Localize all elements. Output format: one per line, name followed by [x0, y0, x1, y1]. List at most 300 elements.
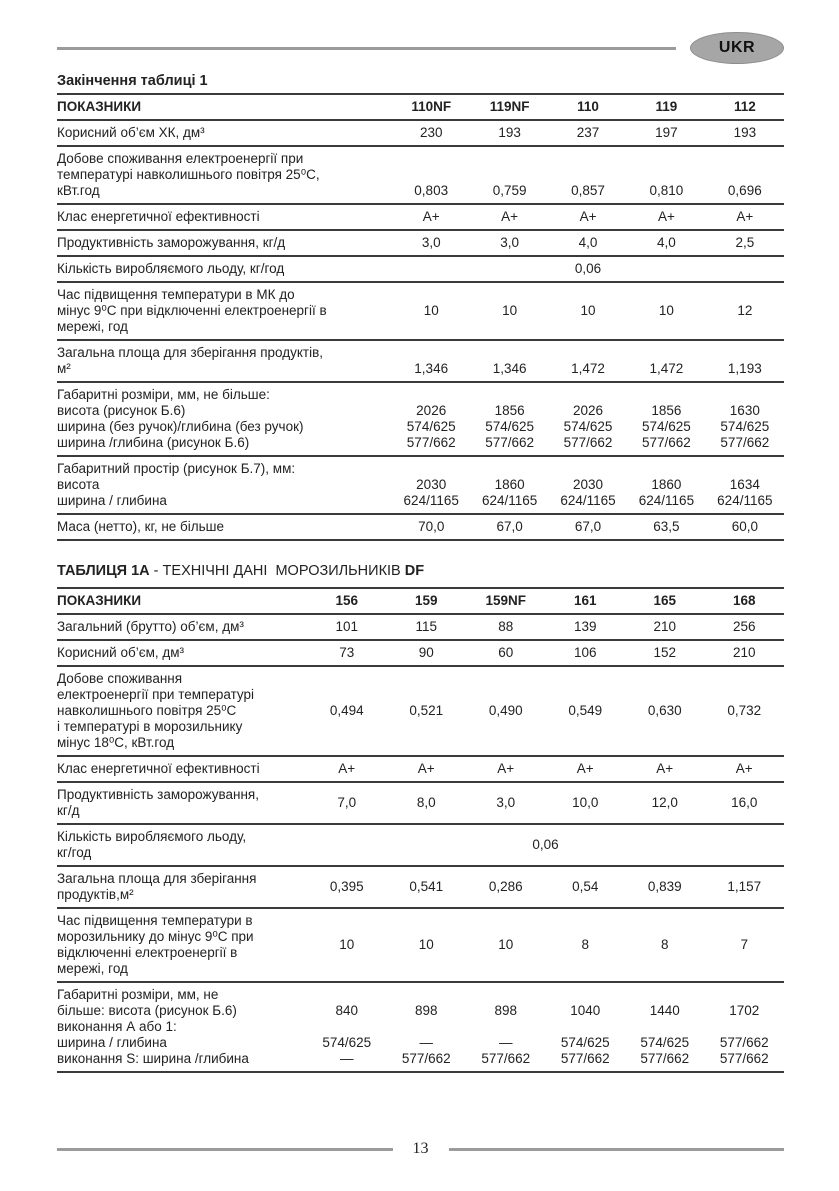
- text-line: Кількість виробляємого льоду, кг/год: [57, 261, 285, 276]
- text-line: мінус 18⁰С, кВт.год: [57, 735, 175, 750]
- value-cell: [470, 387, 548, 451]
- text-line: 110NF: [411, 99, 452, 114]
- text-line: 10: [498, 937, 514, 952]
- text-line: 624/1165: [481, 493, 538, 508]
- row-label: [57, 913, 307, 977]
- text-line: 159NF: [485, 593, 527, 608]
- value-cell: [706, 209, 784, 225]
- value-cell: [546, 987, 626, 1067]
- text-line: [466, 1019, 546, 1035]
- text-line: 577/662: [642, 435, 691, 450]
- text-line: 0,810: [649, 183, 684, 198]
- row-label: [57, 287, 392, 335]
- table-row: [57, 515, 784, 541]
- text-line: мінус 9⁰С при відключенні електроенергії в: [57, 303, 327, 318]
- text-line: [549, 151, 627, 167]
- value-cell: [706, 125, 784, 141]
- value-cell: [705, 795, 785, 811]
- value-cell: [307, 761, 387, 777]
- value-cell: [392, 235, 470, 251]
- text-line: [625, 987, 705, 1003]
- text-line: 1,193: [727, 361, 762, 376]
- value-cell: [705, 879, 785, 895]
- text-line: 0,630: [647, 703, 682, 718]
- text-line: 10: [658, 303, 674, 318]
- text-line: електроенергії при температурі: [57, 687, 255, 702]
- text-line: Маса (нетто), кг, не більше: [57, 519, 225, 534]
- text-line: [627, 167, 705, 183]
- text-line: 106: [573, 645, 597, 660]
- text-line: Габаритні розміри, мм, не: [57, 987, 219, 1002]
- text-line: [307, 987, 387, 1003]
- text-line: A+: [657, 209, 675, 224]
- text-line: [470, 461, 548, 477]
- table-row: [57, 825, 784, 867]
- value-cell: [392, 303, 470, 319]
- text-line: [706, 461, 784, 477]
- value-cell: [627, 387, 705, 451]
- text-line: 110: [577, 99, 599, 114]
- text-line: 574/625: [640, 1035, 690, 1050]
- text-line: 624/1165: [717, 493, 773, 508]
- text-line: 0,732: [727, 703, 762, 718]
- value-cell: [625, 879, 705, 895]
- table-row: [57, 983, 784, 1073]
- text-line: 1856: [494, 403, 525, 418]
- text-line: Загальний (брутто) об’єм, дм³: [57, 619, 244, 634]
- text-line: Корисний об’єм, дм³: [57, 645, 185, 660]
- text-line: 574/625: [485, 419, 535, 434]
- header-label: [57, 99, 392, 115]
- text-line: [549, 387, 627, 403]
- value-cell: [706, 235, 784, 251]
- text-line: 1702: [729, 1003, 760, 1018]
- value-cell: [549, 209, 627, 225]
- text-line: 10: [423, 303, 439, 318]
- text-line: [705, 987, 785, 1003]
- text-line: [625, 1019, 705, 1035]
- value-cell: [549, 387, 627, 451]
- header-label: [57, 593, 307, 609]
- text-line: 7: [740, 937, 748, 952]
- value-cell: [625, 795, 705, 811]
- text-line: A+: [576, 761, 594, 776]
- value-cell: [625, 761, 705, 777]
- text-line: 898: [494, 1003, 518, 1018]
- value-cell: [625, 937, 705, 953]
- table1a-title-model: DF: [404, 563, 425, 579]
- text-line: 60: [498, 645, 514, 660]
- value-cell: [387, 703, 467, 719]
- value-cell: [470, 151, 548, 199]
- value-cell: [705, 645, 785, 661]
- text-line: відключенні електроенергії в: [57, 945, 238, 960]
- row-label: [57, 619, 307, 635]
- value-cell: [625, 987, 705, 1067]
- table-row: [57, 121, 784, 147]
- text-line: Час підвищення температури в: [57, 913, 253, 928]
- value-cell: [627, 303, 705, 319]
- table1a-title: [57, 563, 784, 579]
- value-cell: [705, 937, 785, 953]
- text-line: 90: [418, 645, 434, 660]
- value-cell: [307, 645, 387, 661]
- row-label: [57, 645, 307, 661]
- text-line: 8: [660, 937, 669, 952]
- text-line: 577/662: [720, 435, 770, 450]
- value-cell: [625, 645, 705, 661]
- text-line: ширина / глибина: [57, 493, 167, 508]
- header-column: [387, 593, 467, 609]
- page-content: [57, 0, 784, 1073]
- table-header-row: [57, 95, 784, 121]
- text-line: 1,472: [649, 361, 684, 376]
- text-line: температурі навколишнього повітря 25⁰С,: [57, 167, 320, 182]
- value-cell: [546, 761, 626, 777]
- value-cell: [466, 619, 546, 635]
- text-line: [549, 461, 627, 477]
- text-line: A+: [735, 761, 753, 776]
- text-line: 2030: [572, 477, 604, 492]
- value-cell: [705, 619, 785, 635]
- table-row: [57, 909, 784, 983]
- row-label: [57, 519, 392, 535]
- text-line: [627, 461, 705, 477]
- text-line: [706, 167, 784, 183]
- value-cell: [387, 645, 467, 661]
- value-cell: [627, 345, 705, 377]
- text-line: 165: [653, 593, 677, 608]
- text-line: 624/1165: [638, 493, 695, 508]
- value-cell: [387, 937, 467, 953]
- table-1a-freezers-df: [57, 587, 784, 1073]
- value-cell: [627, 125, 705, 141]
- text-line: 0,521: [409, 703, 444, 718]
- value-cell: [705, 703, 785, 719]
- text-line: [470, 345, 548, 361]
- table-row: [57, 231, 784, 257]
- value-cell: [392, 151, 470, 199]
- value-cell: [470, 125, 548, 141]
- text-line: ПОКАЗНИКИ: [57, 593, 142, 608]
- text-line: кг/д: [57, 803, 80, 818]
- text-line: 115: [415, 619, 438, 634]
- row-label: [57, 787, 307, 819]
- text-line: 256: [732, 619, 756, 634]
- text-line: 577/662: [401, 1051, 451, 1066]
- text-line: 0,696: [727, 183, 762, 198]
- table-1-continuation: [57, 93, 784, 541]
- language-badge-label: UKR: [718, 39, 756, 56]
- top-rule-divider: [57, 47, 676, 50]
- value-cell: [466, 761, 546, 777]
- value-cell: [470, 235, 548, 251]
- text-line: —: [340, 1051, 354, 1066]
- value-cell: [392, 125, 470, 141]
- value-cell: [392, 461, 470, 509]
- text-line: 10: [580, 303, 596, 318]
- row-label: [57, 461, 392, 509]
- row-label: [57, 387, 392, 451]
- text-line: 898: [414, 1003, 438, 1018]
- text-line: 237: [576, 125, 600, 140]
- text-line: 0,494: [329, 703, 364, 718]
- text-line: 159: [414, 593, 438, 608]
- value-cell: [627, 209, 705, 225]
- header-column: [625, 593, 705, 609]
- row-span-value: [307, 837, 784, 853]
- text-line: м²: [57, 361, 71, 376]
- text-line: Загальна площа для зберігання продуктів,: [57, 345, 324, 360]
- text-line: [705, 1019, 785, 1035]
- value-cell: [546, 645, 626, 661]
- text-line: 193: [498, 125, 521, 140]
- value-cell: [387, 795, 467, 811]
- row-label: [57, 345, 392, 377]
- text-line: 2,5: [735, 235, 755, 250]
- text-line: 73: [339, 645, 355, 660]
- value-cell: [549, 519, 627, 535]
- text-line: [387, 1019, 467, 1035]
- text-line: 0,803: [414, 183, 449, 198]
- text-line: Час підвищення температури в МК до: [57, 287, 295, 302]
- header-column: [705, 593, 785, 609]
- text-line: 577/662: [485, 435, 535, 450]
- table-row: [57, 283, 784, 341]
- text-line: 161: [573, 593, 597, 608]
- value-cell: [546, 937, 626, 953]
- text-line: 574/625: [642, 419, 691, 434]
- text-line: 1,346: [414, 361, 449, 376]
- value-cell: [470, 519, 548, 535]
- value-cell: [307, 937, 387, 953]
- table-row: [57, 783, 784, 825]
- text-line: 12: [737, 303, 753, 318]
- text-line: [470, 151, 548, 167]
- table-row: [57, 641, 784, 667]
- value-cell: [307, 619, 387, 635]
- value-cell: [466, 703, 546, 719]
- text-line: 0,490: [488, 703, 523, 718]
- text-line: 112: [733, 99, 756, 114]
- text-line: висота: [57, 477, 100, 492]
- text-line: 193: [733, 125, 757, 140]
- text-line: [546, 1019, 626, 1035]
- header-column: [392, 99, 470, 115]
- text-line: —: [419, 1035, 433, 1050]
- text-line: 0,06: [532, 837, 559, 852]
- table-row: [57, 341, 784, 383]
- text-line: і температурі в морозильнику: [57, 719, 243, 734]
- text-line: 840: [335, 1003, 359, 1018]
- text-line: 0,395: [329, 879, 364, 894]
- text-line: 0,857: [571, 183, 605, 198]
- text-line: 1630: [729, 403, 760, 418]
- header-column: [549, 99, 627, 115]
- table-row: [57, 757, 784, 783]
- text-line: [627, 151, 705, 167]
- text-line: 101: [335, 619, 359, 634]
- value-cell: [387, 761, 467, 777]
- text-line: 156: [335, 593, 359, 608]
- text-line: 8: [581, 937, 589, 952]
- table-row: [57, 383, 784, 457]
- text-line: A+: [497, 761, 515, 776]
- text-line: 577/662: [640, 1051, 690, 1066]
- table-row: [57, 615, 784, 641]
- text-line: ширина / глибина: [57, 1035, 167, 1050]
- row-label: [57, 209, 392, 225]
- value-cell: [470, 345, 548, 377]
- value-cell: [466, 987, 546, 1067]
- text-line: 577/662: [563, 435, 613, 450]
- text-line: Загальна площа для зберігання: [57, 871, 257, 886]
- text-line: мережі, год: [57, 319, 128, 334]
- footer-rule-left: [57, 1148, 393, 1151]
- text-line: [392, 345, 470, 361]
- text-line: 3,0: [421, 235, 441, 250]
- text-line: [466, 987, 546, 1003]
- value-cell: [549, 303, 627, 319]
- text-line: 1860: [651, 477, 682, 492]
- table-row: [57, 667, 784, 757]
- text-line: ПОКАЗНИКИ: [57, 99, 142, 114]
- value-cell: [705, 987, 785, 1067]
- value-cell: [392, 209, 470, 225]
- row-label: [57, 235, 392, 251]
- text-line: 63,5: [653, 519, 680, 534]
- text-line: 1,346: [492, 361, 527, 376]
- text-line: 139: [573, 619, 597, 634]
- text-line: 12,0: [651, 795, 678, 810]
- row-span-value: [392, 261, 784, 277]
- text-line: A+: [579, 209, 597, 224]
- text-line: 577/662: [481, 1051, 531, 1066]
- text-line: 577/662: [719, 1035, 769, 1050]
- text-line: Продуктивність заморожування, кг/д: [57, 235, 286, 250]
- text-line: Кількість виробляємого льоду,: [57, 829, 247, 844]
- text-line: [549, 167, 627, 183]
- text-line: 574/625: [720, 419, 770, 434]
- value-cell: [392, 519, 470, 535]
- text-line: 1856: [651, 403, 682, 418]
- text-line: виконання А або 1:: [57, 1019, 177, 1034]
- text-line: 1,157: [727, 879, 762, 894]
- value-cell: [470, 303, 548, 319]
- text-line: 1860: [494, 477, 525, 492]
- header-column: [307, 593, 387, 609]
- text-line: Габаритні розміри, мм, не більше:: [57, 387, 270, 402]
- value-cell: [470, 209, 548, 225]
- page-footer: [57, 1141, 784, 1157]
- text-line: 574/625: [406, 419, 456, 434]
- text-line: 119: [655, 99, 678, 114]
- value-cell: [706, 461, 784, 509]
- text-line: 88: [498, 619, 514, 634]
- text-line: [387, 987, 467, 1003]
- text-line: 10: [502, 303, 518, 318]
- text-line: A+: [501, 209, 519, 224]
- text-line: 210: [653, 619, 677, 634]
- value-cell: [625, 703, 705, 719]
- text-line: 8,0: [416, 795, 436, 810]
- text-line: 0,541: [409, 879, 444, 894]
- text-line: 67,0: [574, 519, 602, 534]
- value-cell: [392, 345, 470, 377]
- text-line: Добове споживання електроенергії при: [57, 151, 304, 166]
- text-line: 7,0: [337, 795, 357, 810]
- page-number: 13: [412, 1140, 429, 1157]
- header-column: [706, 99, 784, 115]
- text-line: Корисний об’єм ХК, дм³: [57, 125, 205, 140]
- text-line: 0,54: [572, 879, 599, 894]
- table-row: [57, 457, 784, 515]
- text-line: 2026: [416, 403, 447, 418]
- text-line: [627, 345, 705, 361]
- value-cell: [549, 235, 627, 251]
- table1-caption: Закінчення таблиці 1: [57, 73, 208, 89]
- row-label: [57, 151, 392, 199]
- value-cell: [549, 125, 627, 141]
- value-cell: [546, 703, 626, 719]
- text-line: Добове споживання: [57, 671, 183, 686]
- text-line: 577/662: [560, 1051, 610, 1066]
- value-cell: [549, 461, 627, 509]
- value-cell: [549, 345, 627, 377]
- text-line: 0,06: [574, 261, 602, 276]
- text-line: 60,0: [731, 519, 758, 534]
- text-line: [706, 345, 784, 361]
- text-line: мережі, год: [57, 961, 128, 976]
- text-line: 624/1165: [560, 493, 616, 508]
- text-line: морозильнику до мінус 9⁰С при: [57, 929, 254, 944]
- text-line: 577/662: [406, 435, 456, 450]
- value-cell: [387, 987, 467, 1067]
- row-label: [57, 261, 392, 277]
- table-row: [57, 257, 784, 283]
- text-line: висота (рисунок Б.6): [57, 403, 186, 418]
- value-cell: [387, 619, 467, 635]
- text-line: [627, 387, 705, 403]
- value-cell: [392, 387, 470, 451]
- text-line: [307, 1019, 387, 1035]
- value-cell: [705, 761, 785, 777]
- text-line: 152: [653, 645, 677, 660]
- text-line: [549, 345, 627, 361]
- text-line: 1634: [729, 477, 760, 492]
- table1a-title-mid: - ТЕХНІЧНІ ДАНІ МОРОЗИЛЬНИКІВ: [149, 563, 405, 579]
- row-label: [57, 671, 307, 751]
- footer-rule-right: [449, 1148, 785, 1151]
- value-cell: [307, 879, 387, 895]
- text-line: [392, 151, 470, 167]
- text-line: 0,286: [488, 879, 523, 894]
- header-column: [627, 99, 705, 115]
- value-cell: [627, 519, 705, 535]
- text-line: [470, 387, 548, 403]
- text-line: 168: [732, 593, 756, 608]
- value-cell: [706, 151, 784, 199]
- text-line: кВт.год: [57, 183, 100, 198]
- value-cell: [307, 987, 387, 1067]
- value-cell: [546, 795, 626, 811]
- text-line: A+: [422, 209, 440, 224]
- row-label: [57, 871, 307, 903]
- value-cell: [546, 619, 626, 635]
- text-line: A+: [417, 761, 435, 776]
- row-label: [57, 829, 307, 861]
- text-line: [392, 167, 470, 183]
